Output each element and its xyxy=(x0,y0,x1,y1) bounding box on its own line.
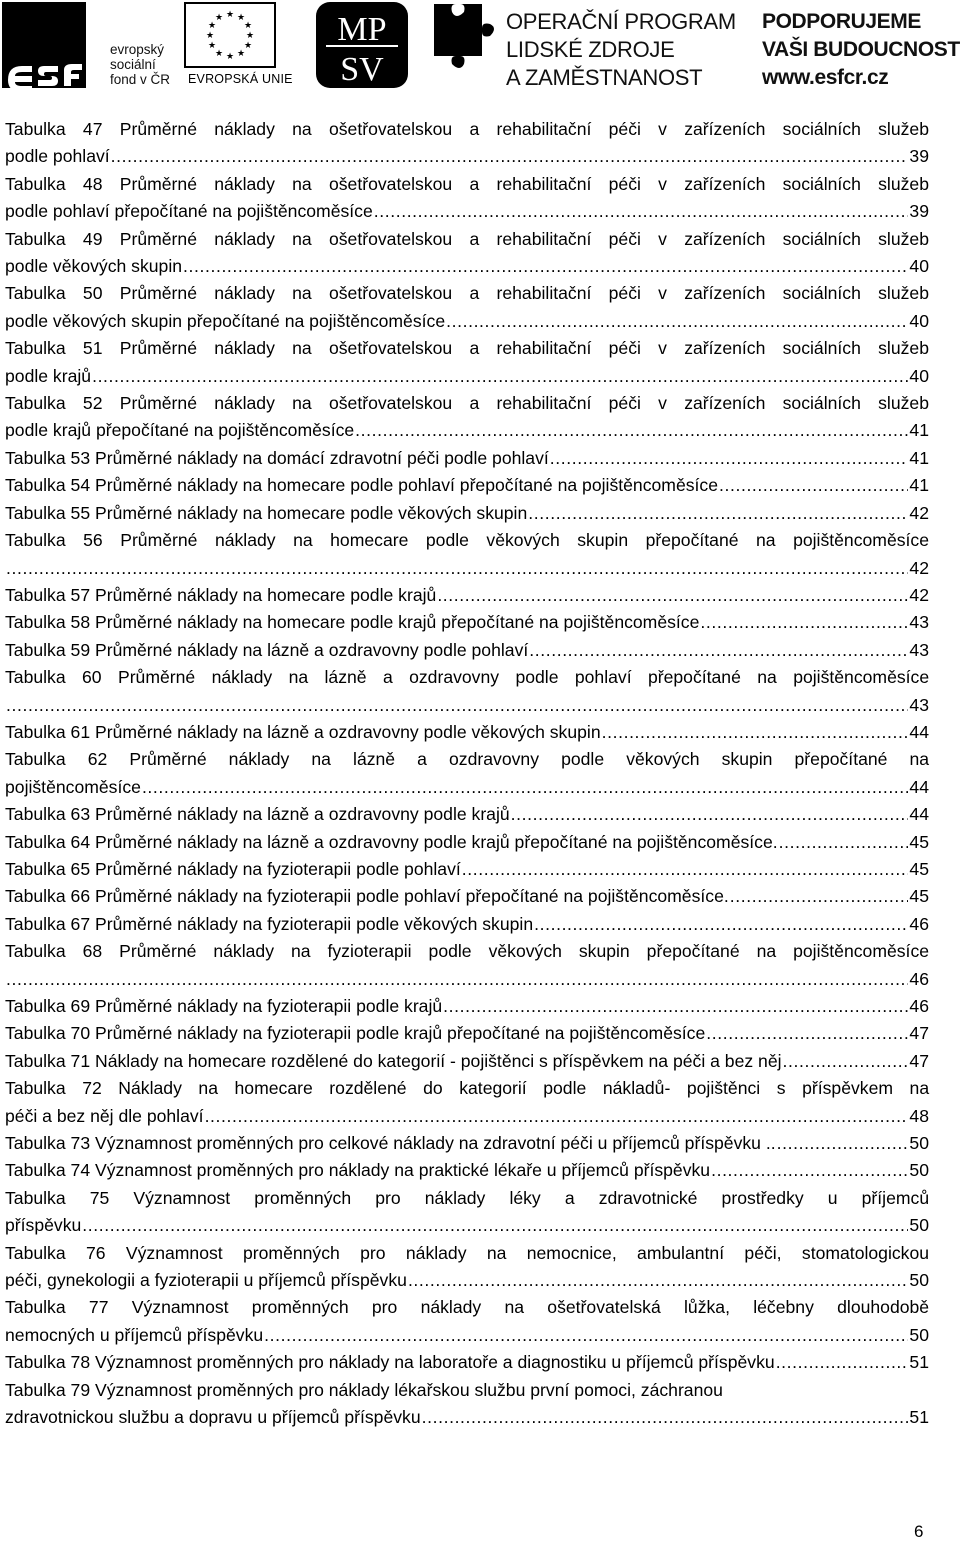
toc-page-number: 48 xyxy=(909,1105,929,1126)
svg-text:★: ★ xyxy=(207,20,217,30)
toc-entry-line xyxy=(5,1130,929,1157)
toc-entry-line xyxy=(5,308,929,335)
toc-entry-text: Tabulka 58 Průměrné náklady na homecare podle krajů přepočítané na pojištěncoměsíce xyxy=(5,612,700,633)
toc-entry[interactable] xyxy=(5,719,929,746)
toc-entry[interactable] xyxy=(5,1075,929,1130)
toc-entry-text: podle krajů xyxy=(5,365,92,386)
toc-entry[interactable] xyxy=(5,1130,929,1157)
op-title-line: LIDSKÉ ZDROJE xyxy=(506,37,675,62)
toc-entry-line xyxy=(5,171,929,198)
toc-entry-line xyxy=(5,582,929,609)
dot-leader xyxy=(529,637,908,664)
esf-logo-mark-icon xyxy=(2,2,86,88)
toc-entry-line xyxy=(5,198,929,225)
toc-entry-line xyxy=(5,445,929,472)
toc-page-number: 41 xyxy=(909,447,929,468)
toc-entry-line xyxy=(5,335,929,362)
dot-leader xyxy=(779,829,909,856)
esf-text-line: sociální xyxy=(110,57,156,72)
toc-entry-line xyxy=(5,829,929,856)
toc-page-number: 44 xyxy=(909,721,929,742)
toc-entry-line xyxy=(5,1075,929,1102)
toc-page-number: 42 xyxy=(909,502,929,523)
toc-entry-text: Tabulka 78 Významnost proměnných pro náklady na laboratoře a diagnostiku u příjemců příspěvku xyxy=(5,1352,775,1373)
toc-entry-line xyxy=(5,911,929,938)
toc-entry[interactable] xyxy=(5,445,929,472)
toc-entry[interactable] xyxy=(5,993,929,1020)
dot-leader xyxy=(205,1103,909,1130)
toc-entry[interactable] xyxy=(5,472,929,499)
dot-leader xyxy=(528,500,908,527)
toc-page-number: 50 xyxy=(909,1270,929,1291)
toc-entry-text: Tabulka 55 Průměrné náklady na homecare podle věkových skupin xyxy=(5,502,528,523)
toc-entry-line xyxy=(5,1157,929,1184)
dot-leader xyxy=(783,1048,909,1075)
support-url[interactable]: www.esfcr.cz xyxy=(762,66,889,89)
toc-entry-text: Tabulka 63 Průměrné náklady na lázně a ozdravovny podle krajů xyxy=(5,804,510,825)
toc-page-number: 40 xyxy=(909,310,929,331)
svg-text:★: ★ xyxy=(214,12,224,22)
toc-entry[interactable] xyxy=(5,1048,929,1075)
dot-leader xyxy=(719,472,908,499)
svg-text:★: ★ xyxy=(225,51,235,61)
toc-entry[interactable] xyxy=(5,856,929,883)
toc-page-number: 51 xyxy=(909,1407,929,1428)
svg-text:★: ★ xyxy=(243,40,253,50)
toc-entry-line xyxy=(5,555,929,582)
toc-entry[interactable] xyxy=(5,664,929,719)
support-line: PODPORUJEME xyxy=(762,10,921,33)
toc-entry-text: Tabulka 74 Významnost proměnných pro náklady na praktické lékaře u příjemců příspěvku xyxy=(5,1160,711,1181)
toc-entry-line xyxy=(5,1048,929,1075)
toc-entry[interactable] xyxy=(5,1349,929,1376)
toc-page-number: 47 xyxy=(909,1050,929,1071)
toc-entry-text: Tabulka 77 Významnost proměnných pro náklady na ošetřovatelská lůžka, léčebny dlouhodobě xyxy=(5,1297,930,1318)
toc-entry-text: Tabulka 70 Průměrné náklady na fyzioterapii podle krajů přepočítané na pojištěncoměsíce xyxy=(5,1023,706,1044)
toc-entry[interactable] xyxy=(5,1157,929,1184)
dot-leader xyxy=(602,719,909,746)
dot-leader xyxy=(6,555,908,582)
toc-entry-line xyxy=(5,801,929,828)
toc-entry-text: péči a bez něj dle pohlaví xyxy=(5,1105,204,1126)
toc-entry-line xyxy=(5,1185,929,1212)
toc-entry-line xyxy=(5,417,929,444)
mpsv-logo-icon xyxy=(316,2,408,88)
toc-page-number: 45 xyxy=(909,831,929,852)
toc-entry-line xyxy=(5,637,929,664)
toc-entry-text: nemocných u příjemců příspěvku xyxy=(5,1324,264,1345)
toc-entry[interactable] xyxy=(5,609,929,636)
toc-page-number: 42 xyxy=(909,557,929,578)
toc-entry-text: podle věkových skupin přepočítané na pojištěncoměsíce xyxy=(5,310,446,331)
dot-leader xyxy=(111,143,909,170)
dot-leader xyxy=(437,582,908,609)
toc-entry-text: Tabulka 68 Průměrné náklady na fyzioterapii podle věkových skupin přepočítané na pojištěncoměsíce xyxy=(5,941,930,962)
toc-entry-text: Tabulka 66 Průměrné náklady na fyzioterapii podle pohlaví přepočítané na pojištěncoměsíce. xyxy=(5,886,729,907)
toc-entry-text: Tabulka 59 Průměrné náklady na lázně a ozdravovny podle pohlaví xyxy=(5,639,529,660)
svg-text:★: ★ xyxy=(214,48,224,58)
toc-entry[interactable] xyxy=(5,226,929,281)
toc-entry-text: Tabulka 71 Náklady na homecare rozdělené do kategorií - pojištěnci s příspěvkem na péči a bez něj xyxy=(5,1050,782,1071)
toc-page-number: 40 xyxy=(909,365,929,386)
toc-entry-text: podle pohlaví přepočítané na pojištěncoměsíce xyxy=(5,201,373,222)
toc-page-number: 40 xyxy=(909,256,929,277)
toc-page-number: 41 xyxy=(909,420,929,441)
toc-entry-text: Tabulka 72 Náklady na homecare rozdělené do kategorií podle nákladů- pojištěnci s příspěvkem na xyxy=(5,1078,930,1099)
toc-page-number: 44 xyxy=(909,804,929,825)
toc-page-number: 43 xyxy=(909,694,929,715)
toc-entry-line xyxy=(5,1267,929,1294)
toc-entry-line xyxy=(5,1020,929,1047)
toc-entry-line xyxy=(5,609,929,636)
esf-logo-text xyxy=(110,42,170,87)
dot-leader xyxy=(730,883,909,910)
dot-leader xyxy=(776,1349,909,1376)
toc-entry-text: Tabulka 57 Průměrné náklady na homecare podle krajů xyxy=(5,584,437,605)
toc-entry-line xyxy=(5,1294,929,1321)
toc-entry[interactable] xyxy=(5,938,929,993)
svg-text:★: ★ xyxy=(245,30,255,40)
toc-entry[interactable] xyxy=(5,390,929,445)
toc-entry-line xyxy=(5,1349,929,1376)
toc-entry-line xyxy=(5,664,929,691)
toc-entry[interactable] xyxy=(5,280,929,335)
toc-page-number: 50 xyxy=(909,1324,929,1345)
svg-text:MP: MP xyxy=(337,11,387,48)
toc-entry[interactable] xyxy=(5,116,929,171)
toc-entry-text: Tabulka 48 Průměrné náklady na ošetřovatelskou a rehabilitační péči v zařízeních sociálních služeb xyxy=(5,173,929,194)
toc-page-number: 46 xyxy=(909,996,929,1016)
toc-entry-text: Tabulka 62 Průměrné náklady na lázně a ozdravovny podle věkových skupin přepočítané na xyxy=(5,749,930,770)
toc-page-number: 43 xyxy=(909,612,929,633)
toc-entry[interactable] xyxy=(5,1020,929,1047)
dot-leader xyxy=(462,856,909,883)
toc-page-number: 47 xyxy=(909,1023,929,1044)
dot-leader xyxy=(550,445,909,472)
dot-leader xyxy=(511,801,909,828)
toc-entry-text: Tabulka 50 Průměrné náklady na ošetřovatelskou a rehabilitační péči v zařízeních sociálních služeb xyxy=(5,283,929,304)
toc-entry-line xyxy=(5,280,929,307)
toc-entry[interactable] xyxy=(5,883,929,910)
toc-page-number: 50 xyxy=(909,1133,929,1154)
toc-entry[interactable] xyxy=(5,746,929,801)
toc-page-number: 46 xyxy=(909,968,929,989)
toc-entry-line xyxy=(5,1322,929,1349)
toc-entry[interactable] xyxy=(5,1240,929,1295)
dot-leader xyxy=(777,1130,909,1157)
toc-entry[interactable] xyxy=(5,829,929,856)
toc-page-number: 51 xyxy=(909,1352,929,1373)
dot-leader xyxy=(711,1157,908,1184)
dot-leader xyxy=(183,253,908,280)
toc-page-number: 43 xyxy=(909,639,929,660)
toc-page-number: 50 xyxy=(909,1160,929,1181)
toc-entry-line xyxy=(5,1240,929,1267)
table-of-tables xyxy=(5,116,929,1432)
dot-leader xyxy=(706,1020,908,1047)
toc-entry-line xyxy=(5,692,929,719)
toc-entry[interactable] xyxy=(5,1185,929,1240)
toc-entry-line xyxy=(5,500,929,527)
svg-text:★: ★ xyxy=(205,30,215,40)
toc-page-number: 39 xyxy=(909,201,929,222)
toc-entry-line xyxy=(5,746,929,773)
toc-entry-line xyxy=(5,883,929,910)
dot-leader xyxy=(142,774,908,801)
page-number: 6 xyxy=(914,1522,924,1541)
toc-entry[interactable] xyxy=(5,1377,929,1432)
dot-leader xyxy=(446,308,908,335)
toc-entry[interactable] xyxy=(5,911,929,938)
toc-entry-line xyxy=(5,1377,929,1404)
toc-entry-text: Tabulka 60 Průměrné náklady na lázně a ozdravovny podle pohlaví přepočítané na pojištěncoměsíce xyxy=(5,667,930,688)
toc-entry[interactable] xyxy=(5,527,929,582)
dot-leader xyxy=(264,1322,908,1349)
svg-text:SV: SV xyxy=(340,51,384,88)
toc-entry-text: Tabulka 56 Průměrné náklady na homecare podle věkových skupin přepočítané na pojištěncoměsíce xyxy=(5,530,930,551)
toc-entry-line xyxy=(5,993,929,1020)
toc-entry-text: Tabulka 53 Průměrné náklady na domácí zdravotní péči podle pohlaví xyxy=(5,447,549,468)
toc-entry-line xyxy=(5,363,929,390)
dot-leader xyxy=(82,1212,908,1239)
eu-logo xyxy=(184,2,293,88)
toc-entry-text: pojištěncoměsíce xyxy=(5,776,141,797)
toc-entry[interactable] xyxy=(5,1294,929,1349)
toc-page-number: 46 xyxy=(909,913,929,934)
toc-entry-text: Tabulka 52 Průměrné náklady na ošetřovatelskou a rehabilitační péči v zařízeních sociálních služeb xyxy=(5,393,929,414)
toc-entry-line xyxy=(5,472,929,499)
toc-entry-text: Tabulka 49 Průměrné náklady na ošetřovatelskou a rehabilitační péči v zařízeních sociálních služeb xyxy=(5,228,929,249)
toc-page-number: 50 xyxy=(909,1215,929,1236)
toc-entry-text: Tabulka 47 Průměrné náklady na ošetřovatelskou a rehabilitační péči v zařízeních sociálních služeb xyxy=(5,119,929,139)
toc-entry-line xyxy=(5,253,929,280)
toc-entry-line xyxy=(5,719,929,746)
toc-page-number: 39 xyxy=(909,146,929,167)
svg-text:★: ★ xyxy=(207,40,217,50)
svg-text:★: ★ xyxy=(236,48,246,58)
toc-entry-text: Tabulka 67 Průměrné náklady na fyzioterapii podle věkových skupin xyxy=(5,913,534,934)
dot-leader xyxy=(92,363,908,390)
toc-entry[interactable] xyxy=(5,171,929,226)
toc-entry-text: podle krajů přepočítané na pojištěncoměsíce xyxy=(5,420,355,441)
support-slogan xyxy=(762,8,960,92)
svg-text:★: ★ xyxy=(225,9,235,19)
op-program-title xyxy=(506,8,736,92)
toc-entry-text: Tabulka 64 Průměrné náklady na lázně a ozdravovny podle krajů přepočítané na pojištěncoměsíce. xyxy=(5,831,778,852)
toc-page-number: 44 xyxy=(909,776,929,797)
toc-page-number: 45 xyxy=(909,858,929,879)
dot-leader xyxy=(700,609,908,636)
esf-logo xyxy=(2,2,172,88)
toc-entry-line xyxy=(5,390,929,417)
toc-entry-text: Tabulka 69 Průměrné náklady na fyzioterapii podle krajů xyxy=(5,996,443,1016)
toc-entry[interactable] xyxy=(5,801,929,828)
toc-entry-line xyxy=(5,143,929,170)
toc-entry-line xyxy=(5,226,929,253)
toc-entry-text: příspěvku xyxy=(5,1215,82,1236)
toc-entry-text: podle věkových skupin xyxy=(5,256,183,277)
toc-entry-text: péči, gynekologii a fyzioterapii u příjemců příspěvku xyxy=(5,1270,407,1291)
support-line: VAŠI BUDOUCNOST xyxy=(762,38,960,61)
dot-leader xyxy=(534,911,908,938)
toc-entry[interactable] xyxy=(5,582,929,609)
toc-page-number: 45 xyxy=(909,886,929,907)
toc-entry[interactable] xyxy=(5,500,929,527)
toc-entry[interactable] xyxy=(5,335,929,390)
dot-leader xyxy=(443,993,908,1020)
op-title-line: OPERAČNÍ PROGRAM xyxy=(506,9,736,34)
toc-entry[interactable] xyxy=(5,637,929,664)
toc-entry-line xyxy=(5,1212,929,1239)
toc-entry-text: Tabulka 75 Významnost proměnných pro náklady léky a zdravotnické prostředky u příjemců xyxy=(5,1187,930,1208)
toc-entry-text: Tabulka 61 Průměrné náklady na lázně a ozdravovny podle věkových skupin xyxy=(5,721,601,742)
dot-leader xyxy=(6,966,908,993)
dot-leader xyxy=(374,198,909,225)
dot-leader xyxy=(408,1267,908,1294)
eu-logo-text: EVROPSKÁ UNIE xyxy=(188,72,293,86)
toc-entry-text: Tabulka 76 Významnost proměnných pro náklady na nemocnice, ambulantní péči, stomatologickou xyxy=(5,1242,930,1263)
toc-entry-line xyxy=(5,116,929,143)
svg-text:★: ★ xyxy=(236,12,246,22)
toc-entry-text: zdravotnickou službu a dopravu u příjemců příspěvku xyxy=(5,1407,421,1428)
esf-text-line: evropský xyxy=(110,42,165,57)
dot-leader xyxy=(6,692,908,719)
toc-entry-line xyxy=(5,1404,929,1431)
toc-page-number: 41 xyxy=(909,475,929,496)
toc-entry-text: Tabulka 73 Významnost proměnných pro celkové náklady na zdravotní péči u příjemců příspěvku .. xyxy=(5,1133,776,1154)
toc-entry-line xyxy=(5,856,929,883)
svg-text:★: ★ xyxy=(243,20,253,30)
toc-entry-line xyxy=(5,1103,929,1130)
esf-text-line: fond v ČR xyxy=(110,72,171,87)
op-title-line: A ZAMĚSTNANOST xyxy=(506,65,703,90)
toc-entry-line xyxy=(5,774,929,801)
toc-entry-line xyxy=(5,966,929,993)
toc-page-number: 42 xyxy=(909,584,929,605)
toc-entry-text: Tabulka 65 Průměrné náklady na fyzioterapii podle pohlaví xyxy=(5,858,461,879)
toc-entry-line xyxy=(5,527,929,554)
puzzle-piece-icon xyxy=(430,0,500,90)
dot-leader xyxy=(422,1404,909,1431)
toc-entry-text: Tabulka 51 Průměrné náklady na ošetřovatelskou a rehabilitační péči v zařízeních sociálních služeb xyxy=(5,338,929,359)
toc-entry-text: Tabulka 79 Významnost proměnných pro náklady lékařskou službu první pomoci, záchranou xyxy=(5,1379,723,1400)
toc-entry-line xyxy=(5,938,929,965)
page-header xyxy=(0,0,960,96)
toc-entry-text: Tabulka 54 Průměrné náklady na homecare podle pohlaví přepočítané na pojištěncoměsíce xyxy=(5,475,718,496)
dot-leader xyxy=(355,417,908,444)
toc-entry-text: podle pohlaví xyxy=(5,146,110,167)
eu-flag-icon xyxy=(184,2,276,68)
